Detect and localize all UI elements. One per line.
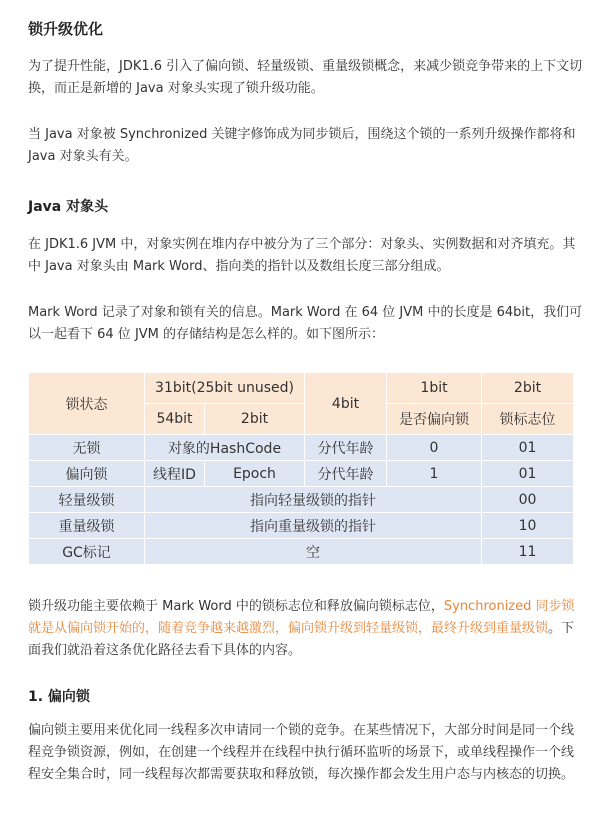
upgrade-text-tail: 。下面我们就沿着这条优化路径去看下具体的内容。: [28, 621, 575, 658]
cell-state: 无锁: [29, 435, 145, 461]
table-row: [29, 539, 574, 565]
biased-lock-paragraph: 偏向锁主要用来优化同一线程多次申请同一个锁的竞争。在某些情况下，大部分时间是同一个线程竞争锁资源，例如，在创建一个线程并在线程中执行循环监听的场景下，或单线程操作一个线程安全集合时，同一线程每次都需要获取和释放锁，每次操作都会发生用户态与内核态的切换。: [28, 723, 575, 782]
header-lock-flag: 锁标志位: [482, 404, 574, 435]
cell-pointer: 指向重量级锁的指针: [145, 513, 482, 539]
cell-state: 偏向锁: [29, 461, 145, 487]
table-row: [29, 487, 574, 513]
intro-paragraph-2: 当 Java 对象被 Synchronized 关键字修饰成为同步锁后，围绕这个锁的一系列升级操作都将和 Java 对象头有关。: [28, 127, 576, 164]
object-header-title: Java 对象头: [28, 199, 109, 215]
cell-flag: 11: [482, 539, 574, 565]
header-1bit: 1bit: [387, 373, 482, 404]
upgrade-paragraph: [28, 596, 584, 662]
header-31bit: 31bit(25bit unused): [145, 373, 305, 404]
cell-biased: 0: [387, 435, 482, 461]
table-header-row: [29, 373, 574, 404]
cell-flag: 00: [482, 487, 574, 513]
table-row: [29, 513, 574, 539]
table-row: [29, 435, 574, 461]
cell-age: 分代年龄: [305, 461, 387, 487]
header-2bit-sub: 2bit: [205, 404, 305, 435]
cell-biased: 1: [387, 461, 482, 487]
upgrade-text-lead: 锁升级功能主要依赖于 Mark Word 中的锁标志位和释放偏向锁标志位，: [28, 599, 444, 614]
intro-paragraph-1: 为了提升性能，JDK1.6 引入了偏向锁、轻量级锁、重量级锁概念，来减少锁竞争带来的上下文切换，而正是新增的 Java 对象头实现了锁升级功能。: [28, 59, 583, 96]
header-54bit: 54bit: [145, 404, 205, 435]
upgrade-highlight: Synchronized 同步锁就是从偏向锁开始的，随着竞争越来越激烈，偏向锁升级到轻量级锁，最终升级到重量级锁: [28, 599, 575, 636]
cell-state: GC标记: [29, 539, 145, 565]
header-biased-flag: 是否偏向锁: [387, 404, 482, 435]
cell-state: 轻量级锁: [29, 487, 145, 513]
biased-lock-title: 1. 偏向锁: [28, 689, 90, 705]
cell-flag: 10: [482, 513, 574, 539]
section-title: 锁升级优化: [28, 20, 104, 38]
header-lock-state: 锁状态: [29, 373, 145, 435]
mark-word-table: [28, 372, 574, 565]
header-4bit: 4bit: [305, 373, 387, 435]
cell-empty: 空: [145, 539, 482, 565]
object-header-paragraph-1: 在 JDK1.6 JVM 中，对象实例在堆内存中被分为了三个部分：对象头、实例数据和对齐填充。其中 Java 对象头由 Mark Word、指向类的指针以及数组长度三部分组成。: [28, 237, 576, 274]
cell-age: 分代年龄: [305, 435, 387, 461]
table-row: [29, 461, 574, 487]
cell-flag: 01: [482, 435, 574, 461]
cell-epoch: Epoch: [205, 461, 305, 487]
header-2bit: 2bit: [482, 373, 574, 404]
cell-hashcode: 对象的HashCode: [145, 435, 305, 461]
object-header-paragraph-2: Mark Word 记录了对象和锁有关的信息。Mark Word 在 64 位 JVM 中的长度是 64bit，我们可以一起看下 64 位 JVM 的存储结构是怎么样的。如下图所示：: [28, 305, 583, 342]
cell-state: 重量级锁: [29, 513, 145, 539]
cell-pointer: 指向轻量级锁的指针: [145, 487, 482, 513]
cell-thread-id: 线程ID: [145, 461, 205, 487]
cell-flag: 01: [482, 461, 574, 487]
